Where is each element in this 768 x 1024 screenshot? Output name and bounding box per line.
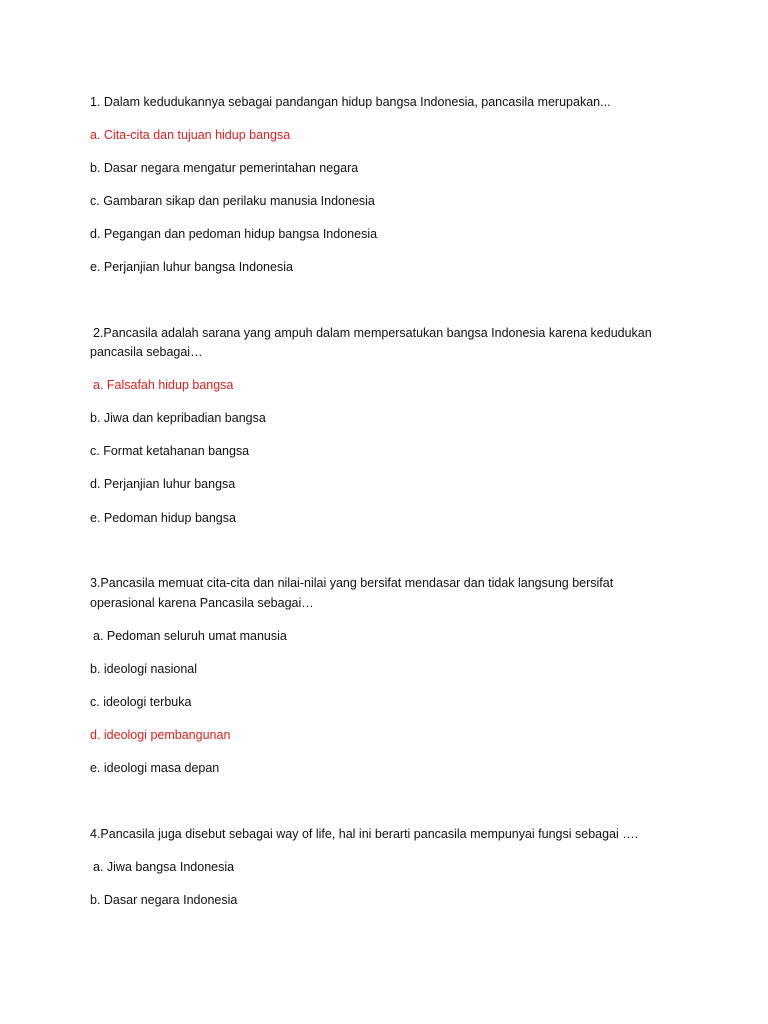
question-3-text-line-1: 3.Pancasila memuat cita-cita dan nilai-nilai yang bersifat mendasar dan tidak langsung bersifat [90, 576, 614, 590]
question-3-text-line-2: operasional karena Pancasila sebagai… [90, 596, 314, 610]
question-2-option-a: a. Falsafah hidup bangsa [93, 378, 234, 392]
question-4-option-b: b. Dasar negara Indonesia [90, 893, 238, 907]
question-1-option-a: a. Cita-cita dan tujuan hidup bangsa [90, 128, 291, 142]
question-3-option-c: c. ideologi terbuka [90, 695, 192, 709]
question-3-option-a: a. Pedoman seluruh umat manusia [93, 629, 287, 643]
question-1-option-d: d. Pegangan dan pedoman hidup bangsa Indonesia [90, 227, 378, 241]
question-3-option-d: d. ideologi pembangunan [90, 728, 231, 742]
question-1-option-e: e. Perjanjian luhur bangsa Indonesia [90, 260, 293, 274]
question-1-option-b: b. Dasar negara mengatur pemerintahan negara [90, 161, 359, 175]
question-1-option-c: c. Gambaran sikap dan perilaku manusia Indonesia [90, 194, 375, 208]
question-2-option-c: c. Format ketahanan bangsa [90, 444, 250, 458]
question-2-text-line-2: pancasila sebagai… [90, 345, 203, 359]
question-2-text-line-1: 2.Pancasila adalah sarana yang ampuh dalam mempersatukan bangsa Indonesia karena kedudukan [93, 326, 652, 340]
question-4-text: 4.Pancasila juga disebut sebagai way of life, hal ini berarti pancasila mempunyai fungsi sebagai …. [90, 827, 639, 841]
question-3-option-b: b. ideologi nasional [90, 662, 198, 676]
question-3-option-e: e. ideologi masa depan [90, 761, 220, 775]
question-4-option-a: a. Jiwa bangsa Indonesia [93, 860, 235, 874]
question-1-text: 1. Dalam kedudukannya sebagai pandangan hidup bangsa Indonesia, pancasila merupakan... [90, 95, 611, 109]
question-2-option-d: d. Perjanjian luhur bangsa [90, 477, 236, 491]
question-2-option-e: e. Pedoman hidup bangsa [90, 511, 236, 525]
question-2-option-b: b. Jiwa dan kepribadian bangsa [90, 411, 266, 425]
